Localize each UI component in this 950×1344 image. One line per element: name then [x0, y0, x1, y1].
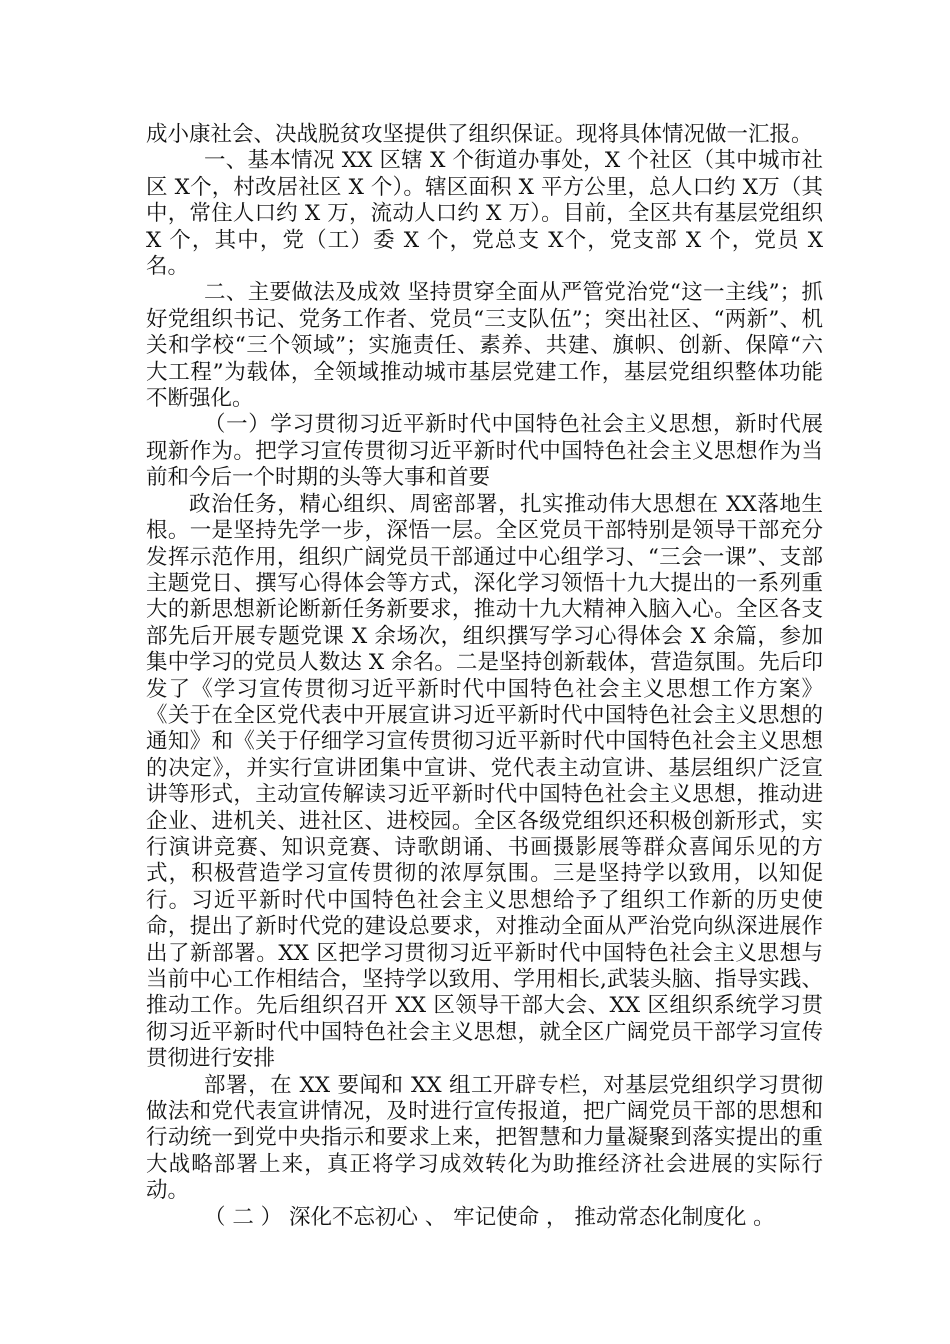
- paragraph-section-two-heading: （ 二 ） 深化不忘初心 、 牢记使命 ， 推动常态化制度化 。: [204, 1204, 775, 1230]
- paragraph-basic-situation: 一、基本情况 XX 区辖 X 个街道办事处，X 个社区（其中城市社区 X个，村改居社区 X 个）。辖区面积 X 平方公里，总人口约 X万（其中，常住人口约 X 万，流动人口约 X 万）。目前，全区共有基层党组织 X 个，其中，党（工）委 X 个，党总支 X个，党支部 X 个，党员 X 名。: [146, 148, 823, 280]
- paragraph-section-one-heading: （一）学习贯彻习近平新时代中国特色社会主义思想，新时代展现新作为。把学习宣传贯彻习近平新时代中国特色社会主义思想作为当前和今后一个时期的头等大事和首要: [146, 412, 823, 491]
- paragraph-intro: 成小康社会、决战脱贫攻坚提供了组织保证。现将具体情况做一汇报。: [146, 122, 813, 147]
- paragraph-deployment: 部署，在 XX 要闻和 XX 组工开辟专栏，对基层党组织学习贯彻做法和党代表宣讲情况，及时进行宣传报道，把广阔党员干部的思想和行动统一到党中央指示和要求上来，把智慧和力量凝聚到落实提出的重大战略部署上来，真正将学习成效转化为助推经济社会进展的实际行动。: [146, 1072, 823, 1204]
- paragraph-main-practices: 二、主要做法及成效 坚持贯穿全面从严管党治党“这一主线”；抓好党组织书记、党务工作者、党员“三支队伍”；突出社区、“两新”、机关和学校“三个领域”；实施责任、素养、共建、旗帜、创新、保障“六大工程”为载体，全领域推动城市基层党建工作，基层党组织整体功能不断强化。: [146, 280, 823, 412]
- document-page: [146, 122, 823, 1231]
- paragraph-political-task: 政治任务，精心组织、周密部署，扎实推动伟大思想在 XX落地生根。一是坚持先学一步，深悟一层。全区党员干部特别是领导干部充分发挥示范作用，组织广阔党员干部通过中心组学习、“三会一课”、支部主题党日、撰写心得体会等方式，深化学习领悟十九大提出的一系列重大的新思想新论断新任务新要求，推动十九大精神入脑入心。全区各支部先后开展专题党课 X 余场次，组织撰写学习心得体会 X 余篇，参加集中学习的党员人数达 X 余名。二是坚持创新载体，营造氛围。先后印发了《学习宣传贯彻习近平新时代中国特色社会主义思想工作方案》《关于在全区党代表中开展宣讲习近平新时代中国特色社会主义思想的通知》和《关于仔细学习宣传贯彻习近平新时代中国特色社会主义思想的决定》，并实行宣讲团集中宣讲、党代表主动宣讲、基层组织广泛宣讲等形式，主动宣传解读习近平新时代中国特色社会主义思想，推动进企业、进机关、进社区、进校园。全区各级党组织还积极创新形式，实行演讲竞赛、知识竞赛、诗歌朗诵、书画摄影展等群众喜闻乐见的方式，积极营造学习宣传贯彻的浓厚氛围。三是坚持学以致用，以知促行。习近平新时代中国特色社会主义思想给予了组织工作新的历史使命，提出了新时代党的建设总要求，对推动全面从严治党向纵深进展作出了新部署。XX 区把学习贯彻习近平新时代中国特色社会主义思想与当前中心工作相结合，坚持学以致用、学用相长,武装头脑、指导实践、推动工作。先后组织召开 XX 区领导干部大会、XX 区组织系统学习贯彻习近平新时代中国特色社会主义思想，就全区广阔党员干部学习宣传贯彻进行安排: [146, 491, 823, 1072]
